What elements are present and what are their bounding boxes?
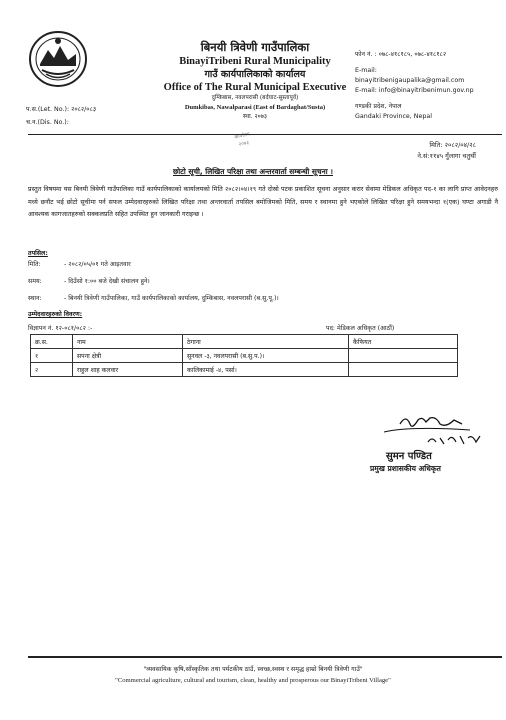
cell-address: कालिकामाई -४, पर्सा।	[183, 363, 349, 377]
table-header-row	[31, 335, 458, 349]
address-np: दुम्किबास, नवलपरासी (बर्दघाट-सुस्तापूर्व)	[211, 95, 299, 101]
notice-body: प्रस्तुत विषयमा यस बिनयी त्रिवेणी गाउँपालिका गाउँ कार्यपालिकाको कार्यालयको मिति २०८२।०४।१९ गते दोस्रो पटक प्रकाशित सूचना अनुसार करार सेवामा मेडिकल अधिकृत पद-१ का लागि प्राप्त आवेदनहरु मध्ये छनौट भई छोटो सूचीमा पर्न सफल उम्मेदवारहरुको लिखित परिक्षा तथा अन्तरवार्ता तपसिल बमोजिमको मिति, समय र स्थानमा हुने भएकोले लिखित परिक्षा हुने समयभन्दा १(एक) घण्टा अगाडी नै आवश्यक कागजातहरुको सक्कलप्रति सहित उपस्थित हुन जानकारी गराइन्छ ।	[28, 186, 498, 218]
email-label: E-mail:	[355, 67, 377, 74]
cell-remarks	[349, 349, 458, 363]
col-address: ठेगाना	[183, 335, 349, 349]
handwritten-signature	[380, 412, 490, 452]
dispatch-number: च.न.(Dis. No.):	[26, 119, 69, 126]
cell-remarks	[349, 363, 458, 377]
candidates-heading: उम्मेदवारहरुको विवरण:	[28, 311, 83, 318]
phone-numbers: फोन नं. : ०७८-४१८१८५, ०७८-४१८१८२	[355, 51, 447, 58]
exam-place-value: - बिनयी त्रिवेणी गाउँपालिका, गाउँ कार्यपालिकाको कार्यालय, दुम्किबास, नवलपरासी (ब.सु.पू.)।	[64, 295, 279, 302]
exam-time-row	[28, 276, 150, 287]
established-year: स्था. २०७३	[243, 113, 267, 120]
address-en: Dumkibas, Nawalparasi (East of Bardaghat/Susta)	[184, 104, 326, 111]
exam-place-row	[28, 293, 279, 304]
candidates-table	[30, 334, 458, 377]
nepal-sambat-date: ने.सं:११४५ गुँलागा चतुर्थी	[417, 152, 476, 160]
table-row	[31, 349, 458, 363]
footer-divider	[28, 656, 502, 658]
exam-time-label: समय:	[28, 278, 42, 285]
notice-subject: छोटो सूची, लिखित परिक्षा तथा अन्तरवार्ता सम्बन्धी सूचना ।	[173, 167, 333, 176]
municipality-name-en: BinayiTribeni Rural Municipality	[179, 56, 331, 67]
signatory-title: प्रमुख प्रशासकीय अधिकृत	[370, 464, 441, 473]
cell-serial: १	[31, 349, 73, 363]
contact-block	[355, 50, 505, 122]
province-en: Gandaki Province, Nepal	[355, 113, 432, 120]
tapsil-heading: तपसिल:	[28, 250, 48, 257]
footer-slogan-np: "व्यवसायिक कृषि,साँस्कृतिक तथा पर्यटकीय ठाउँ, स्वच्छ,स्वस्थ र समृद्ध हाम्रो बिनयी त्रिवेणी गाउँ"	[143, 666, 363, 673]
exam-date-row	[28, 259, 131, 270]
post-name: पद: मेडिकल अधिकृत (आठौं)	[326, 325, 395, 332]
footer-slogan-en: "Commercial agriculture, cultural and tourism, clean, healthy and prosperous our BinayiTribeni Village"	[115, 677, 391, 684]
col-remarks: कैफियत	[349, 335, 458, 349]
province-np: गण्डकी प्रदेश, नेपाल	[355, 103, 402, 110]
cell-serial: २	[31, 363, 73, 377]
advertisement-number: विज्ञापन नं. १२-०८१/०८२ :-	[28, 325, 93, 332]
office-stamp: कार्यालय २०७३	[233, 131, 251, 148]
letter-date: मिति: २०८२/०४/२८	[429, 141, 476, 149]
letter-number: प.स.(Let. No.): २०८२/०८३	[26, 106, 97, 113]
cell-name: राहुल शाह कलवार	[73, 363, 183, 377]
municipality-logo-icon	[28, 30, 88, 88]
table-row	[31, 363, 458, 377]
exam-place-label: स्थान:	[28, 295, 42, 302]
municipality-name-np: बिनयी त्रिवेणी गाउँपालिका	[200, 40, 310, 54]
date-block	[417, 140, 476, 162]
cell-name: सपना क्षेत्री	[73, 349, 183, 363]
email-primary: binayitribenigaupalika@gmail.com	[355, 77, 465, 84]
office-heading	[150, 40, 360, 121]
email-secondary: E-mail: info@binayitribenimun.gov.np	[355, 87, 474, 94]
exam-date-value: - २०८२/०५/०१ गते आइतवार	[64, 261, 131, 268]
office-name-en: Office of The Rural Municipal Executive	[163, 82, 347, 93]
reference-numbers	[26, 103, 96, 129]
cell-address: सुनवल -३, नवलपरासी (ब.सु.प.)।	[183, 349, 349, 363]
exam-date-label: मिति:	[28, 261, 41, 268]
exam-time-value: - दिउँसो १:०० बजे देखी संचालन हुने।	[64, 278, 150, 285]
col-name: नाम	[73, 335, 183, 349]
signatory-name: सुमन पण्डित	[386, 451, 432, 462]
header-divider	[28, 134, 502, 135]
col-serial: क्र.स.	[31, 335, 73, 349]
office-name-np: गाउँ कार्यपालिकाको कार्यालय	[204, 69, 306, 80]
